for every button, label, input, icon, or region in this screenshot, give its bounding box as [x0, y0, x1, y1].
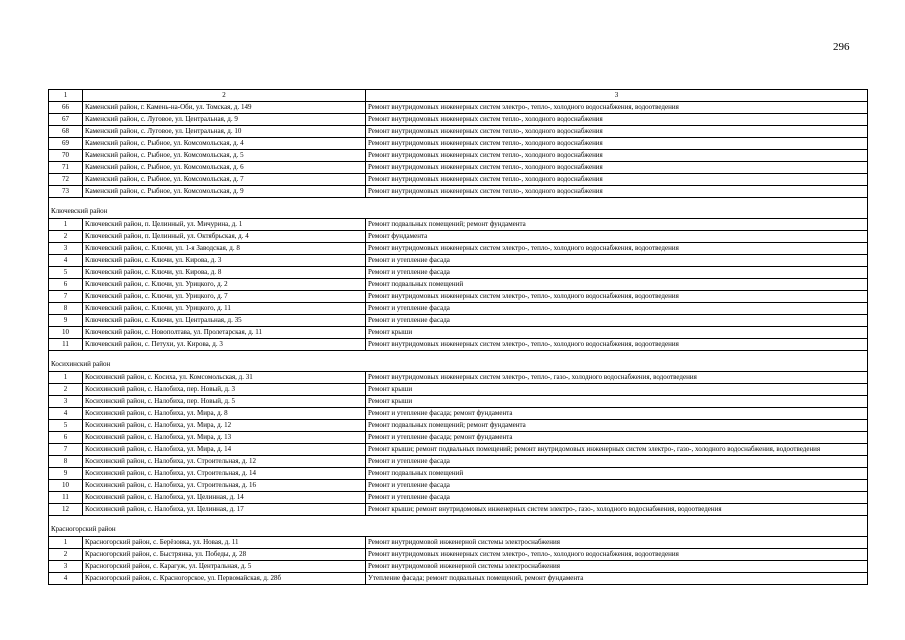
table-row	[49, 549, 868, 561]
row-number: 73	[49, 186, 83, 198]
row-work-type: Ремонт крыши; ремонт подвальных помещений; ремонт внутридомовых инженерных систем электро-, газо-, холодного водоснабжения, водоотведения	[366, 444, 868, 456]
row-number: 12	[49, 504, 83, 516]
row-number: 5	[49, 267, 83, 279]
row-address: Красногорский район, с. Быстрянка, ул. Победы, д. 28	[83, 549, 366, 561]
row-work-type: Ремонт крыши; ремонт внутридомовых инженерных систем электро-, газо-, холодного водоснабжения, водоотведения	[366, 504, 868, 516]
row-address: Косихинский район, с. Косиха, ул. Комсомольская, д. 31	[83, 372, 366, 384]
table-row	[49, 396, 868, 408]
table-row	[49, 138, 868, 150]
table-row	[49, 219, 868, 231]
row-address: Каменский район, с. Луговое, ул. Центральная, д. 10	[83, 126, 366, 138]
header-col-1: 1	[49, 90, 83, 102]
row-address: Ключевский район, п. Целинный, ул. Мичурина, д. 1	[83, 219, 366, 231]
row-number: 1	[49, 372, 83, 384]
row-work-type: Ремонт крыши	[366, 327, 868, 339]
row-work-type: Ремонт подвальных помещений; ремонт фундамента	[366, 219, 868, 231]
row-number: 7	[49, 444, 83, 456]
table-row	[49, 267, 868, 279]
row-address: Косихинский район, с. Налобиха, ул. Мира, д. 8	[83, 408, 366, 420]
row-number: 4	[49, 408, 83, 420]
row-address: Ключевский район, с. Петухи, ул. Кирова, д. 3	[83, 339, 366, 351]
row-address: Ключевский район, с. Ключи, ул. Кирова, д. 8	[83, 267, 366, 279]
row-number: 1	[49, 537, 83, 549]
table-row	[49, 303, 868, 315]
table-row	[49, 444, 868, 456]
table-row	[49, 114, 868, 126]
row-number: 6	[49, 279, 83, 291]
table-row	[49, 372, 868, 384]
row-number: 68	[49, 126, 83, 138]
row-address: Косихинский район, с. Налобиха, пер. Новый, д. 3	[83, 384, 366, 396]
row-address: Косихинский район, с. Налобиха, ул. Мира, д. 14	[83, 444, 366, 456]
row-work-type: Ремонт и утепление фасада	[366, 456, 868, 468]
row-work-type: Ремонт и утепление фасада	[366, 315, 868, 327]
table-row	[49, 408, 868, 420]
row-address: Каменский район, с. Рыбное, ул. Комсомольская, д. 9	[83, 186, 366, 198]
row-address: Каменский район, с. Рыбное, ул. Комсомольская, д. 7	[83, 174, 366, 186]
row-work-type: Ремонт и утепление фасада	[366, 492, 868, 504]
row-work-type: Ремонт подвальных помещений; ремонт фундамента	[366, 420, 868, 432]
table-row	[49, 279, 868, 291]
row-address: Ключевский район, с. Ключи, ул. Урицкого, д. 7	[83, 291, 366, 303]
page-number: 296	[833, 41, 850, 53]
table-header-row	[49, 90, 868, 102]
table-row	[49, 327, 868, 339]
section-heading-row	[49, 516, 868, 537]
row-number: 9	[49, 315, 83, 327]
row-number: 3	[49, 396, 83, 408]
table-row	[49, 150, 868, 162]
table-row	[49, 432, 868, 444]
row-number: 2	[49, 549, 83, 561]
section-heading: Ключевский район	[49, 198, 868, 219]
row-address: Ключевский район, с. Ключи, ул. Кирова, д. 3	[83, 255, 366, 267]
row-work-type: Ремонт и утепление фасада	[366, 255, 868, 267]
table-row	[49, 561, 868, 573]
table-row	[49, 255, 868, 267]
section-heading: Красногорский район	[49, 516, 868, 537]
row-number: 10	[49, 327, 83, 339]
row-number: 8	[49, 303, 83, 315]
row-address: Ключевский район, с. Ключи, ул. Урицкого, д. 11	[83, 303, 366, 315]
table-row	[49, 162, 868, 174]
header-col-2: 2	[83, 90, 366, 102]
row-work-type: Ремонт внутридомовых инженерных систем тепло-, холодного водоснабжения	[366, 162, 868, 174]
row-number: 11	[49, 492, 83, 504]
row-work-type: Ремонт внутридомовых инженерных систем электро-, тепло-, холодного водоснабжения, водоотведения	[366, 339, 868, 351]
row-number: 8	[49, 456, 83, 468]
row-number: 70	[49, 150, 83, 162]
table-row	[49, 384, 868, 396]
section-heading-row	[49, 198, 868, 219]
row-address: Косихинский район, с. Налобиха, ул. Мира, д. 12	[83, 420, 366, 432]
row-number: 72	[49, 174, 83, 186]
row-address: Косихинский район, с. Налобиха, ул. Строительная, д. 12	[83, 456, 366, 468]
row-address: Косихинский район, с. Налобиха, ул. Целинная, д. 14	[83, 492, 366, 504]
row-number: 7	[49, 291, 83, 303]
row-address: Косихинский район, с. Налобиха, ул. Строительная, д. 14	[83, 468, 366, 480]
row-work-type: Ремонт внутридомовых инженерных систем электро-, тепло-, холодного водоснабжения, водоотведения	[366, 243, 868, 255]
row-address: Каменский район, с. Рыбное, ул. Комсомольская, д. 4	[83, 138, 366, 150]
row-address: Каменский район, с. Рыбное, ул. Комсомольская, д. 6	[83, 162, 366, 174]
table-row	[49, 468, 868, 480]
row-work-type: Ремонт внутридомовых инженерных систем электро-, тепло-, холодного водоснабжения, водоотведения	[366, 549, 868, 561]
row-work-type: Ремонт внутридомовой инженерной системы электроснабжения	[366, 537, 868, 549]
table-row	[49, 231, 868, 243]
row-work-type: Ремонт и утепление фасада; ремонт фундамента	[366, 408, 868, 420]
row-number: 67	[49, 114, 83, 126]
table-row	[49, 504, 868, 516]
row-work-type: Ремонт крыши	[366, 396, 868, 408]
row-work-type: Ремонт внутридомовых инженерных систем тепло-, холодного водоснабжения	[366, 174, 868, 186]
row-number: 11	[49, 339, 83, 351]
row-address: Каменский район, г. Камень-на-Оби, ул. Томская, д. 149	[83, 102, 366, 114]
row-number: 1	[49, 219, 83, 231]
table-row	[49, 186, 868, 198]
row-address: Красногорский район, с. Берёзовка, ул. Новая, д. 11	[83, 537, 366, 549]
row-number: 71	[49, 162, 83, 174]
row-address: Косихинский район, с. Налобиха, пер. Новый, д. 5	[83, 396, 366, 408]
row-work-type: Ремонт подвальных помещений	[366, 468, 868, 480]
row-number: 2	[49, 384, 83, 396]
table-row	[49, 492, 868, 504]
section-heading-row	[49, 351, 868, 372]
row-number: 69	[49, 138, 83, 150]
works-table	[48, 89, 868, 585]
row-number: 2	[49, 231, 83, 243]
row-work-type: Ремонт крыши	[366, 384, 868, 396]
row-work-type: Ремонт подвальных помещений	[366, 279, 868, 291]
row-work-type: Ремонт внутридомовой инженерной системы электроснабжения	[366, 561, 868, 573]
row-work-type: Ремонт внутридомовых инженерных систем электро-, тепло-, холодного водоснабжения, водоотведения	[366, 102, 868, 114]
row-work-type: Ремонт внутридомовых инженерных систем тепло-, холодного водоснабжения	[366, 126, 868, 138]
table-row	[49, 456, 868, 468]
row-work-type: Ремонт внутридомовых инженерных систем тепло-, холодного водоснабжения	[366, 186, 868, 198]
row-work-type: Ремонт и утепление фасада	[366, 303, 868, 315]
row-number: 4	[49, 255, 83, 267]
row-number: 3	[49, 561, 83, 573]
row-work-type: Ремонт внутридомовых инженерных систем тепло-, холодного водоснабжения	[366, 114, 868, 126]
table-row	[49, 315, 868, 327]
table-row	[49, 291, 868, 303]
table-row	[49, 573, 868, 585]
row-work-type: Ремонт внутридомовых инженерных систем тепло-, холодного водоснабжения	[366, 150, 868, 162]
row-address: Красногорский район, с. Карагуж, ул. Центральная, д. 5	[83, 561, 366, 573]
row-work-type: Ремонт и утепление фасада; ремонт фундамента	[366, 432, 868, 444]
row-number: 3	[49, 243, 83, 255]
table-row	[49, 420, 868, 432]
row-address: Каменский район, с. Луговое, ул. Центральная, д. 9	[83, 114, 366, 126]
row-address: Ключевский район, п. Целинный, ул. Октябрьская, д. 4	[83, 231, 366, 243]
row-number: 66	[49, 102, 83, 114]
row-address: Косихинский район, с. Налобиха, ул. Строительная, д. 16	[83, 480, 366, 492]
works-table-body	[49, 90, 868, 585]
row-address: Ключевский район, с. Ключи, ул. 1-я Заводская, д. 8	[83, 243, 366, 255]
table-row	[49, 537, 868, 549]
table-row	[49, 102, 868, 114]
row-number: 5	[49, 420, 83, 432]
row-address: Косихинский район, с. Налобиха, ул. Мира, д. 13	[83, 432, 366, 444]
table-row	[49, 339, 868, 351]
row-work-type: Ремонт и утепление фасада	[366, 267, 868, 279]
table-row	[49, 480, 868, 492]
row-address: Ключевский район, с. Новополтава, ул. Пролетарская, д. 11	[83, 327, 366, 339]
row-number: 4	[49, 573, 83, 585]
row-address: Красногорский район, с. Красногорское, ул. Первомайская, д. 28б	[83, 573, 366, 585]
row-address: Ключевский район, с. Ключи, ул. Центральная, д. 35	[83, 315, 366, 327]
row-number: 9	[49, 468, 83, 480]
row-number: 6	[49, 432, 83, 444]
row-work-type: Утепление фасада; ремонт подвальных помещений, ремонт фундамента	[366, 573, 868, 585]
section-heading: Косихинский район	[49, 351, 868, 372]
row-address: Ключевский район, с. Ключи, ул. Урицкого, д. 2	[83, 279, 366, 291]
row-address: Каменский район, с. Рыбное, ул. Комсомольская, д. 5	[83, 150, 366, 162]
table-row	[49, 243, 868, 255]
table-row	[49, 126, 868, 138]
row-address: Косихинский район, с. Налобиха, ул. Целинная, д. 17	[83, 504, 366, 516]
row-work-type: Ремонт фундамента	[366, 231, 868, 243]
header-col-3: 3	[366, 90, 868, 102]
row-work-type: Ремонт и утепление фасада	[366, 480, 868, 492]
table-row	[49, 174, 868, 186]
row-work-type: Ремонт внутридомовых инженерных систем электро-, тепло-, газо-, холодного водоснабжения, водоотведения	[366, 372, 868, 384]
row-work-type: Ремонт внутридомовых инженерных систем тепло-, холодного водоснабжения	[366, 138, 868, 150]
row-number: 10	[49, 480, 83, 492]
row-work-type: Ремонт внутридомовых инженерных систем электро-, тепло-, холодного водоснабжения, водоотведения	[366, 291, 868, 303]
